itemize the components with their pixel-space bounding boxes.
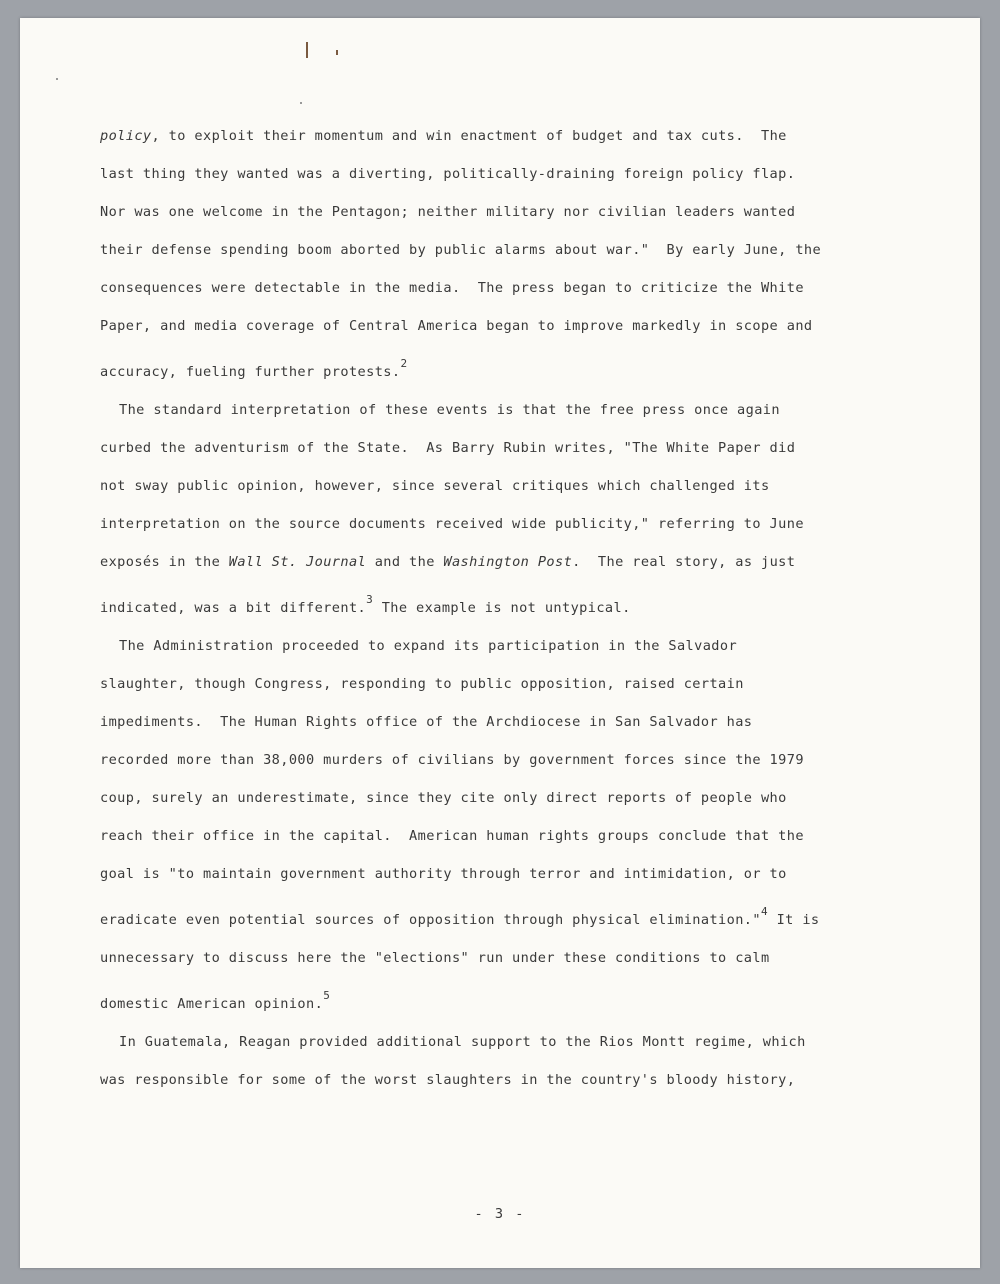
text-span: coup, surely an underestimate, since they cite only direct reports of people who bbox=[100, 790, 787, 806]
text-span: domestic American opinion. bbox=[100, 996, 324, 1012]
text-line bbox=[100, 514, 920, 552]
page-number: - 3 - bbox=[474, 1206, 526, 1222]
text-line bbox=[100, 788, 920, 826]
ink-mark bbox=[336, 50, 338, 55]
text-span: and the bbox=[366, 554, 444, 570]
text-span: In Guatemala, Reagan provided additional support to the Rios Montt regime, which bbox=[119, 1034, 806, 1050]
footnote-marker: 2 bbox=[400, 357, 408, 370]
text-span: It is bbox=[768, 912, 820, 928]
text-line bbox=[100, 864, 920, 902]
text-span: exposés in the bbox=[100, 554, 229, 570]
text-span: The Administration proceeded to expand its participation in the Salvador bbox=[119, 638, 738, 654]
text-line bbox=[100, 902, 920, 948]
text-span: . The real story, as just bbox=[572, 554, 796, 570]
text-line bbox=[100, 476, 920, 514]
ink-mark bbox=[306, 42, 308, 58]
ink-mark bbox=[300, 102, 302, 104]
text-span: their defense spending boom aborted by public alarms about war." By early June, the bbox=[100, 242, 822, 258]
text-line bbox=[100, 126, 920, 164]
text-span: slaughter, though Congress, responding to public opposition, raised certain bbox=[100, 676, 744, 692]
text-span: not sway public opinion, however, since several critiques which challenged its bbox=[100, 478, 770, 494]
text-line bbox=[100, 354, 920, 400]
document-page bbox=[20, 18, 980, 1268]
footnote-marker: 5 bbox=[323, 989, 331, 1002]
paragraph bbox=[100, 126, 920, 400]
text-span: accuracy, fueling further protests. bbox=[100, 364, 401, 380]
text-line bbox=[100, 400, 920, 438]
footnote-marker: 4 bbox=[760, 905, 769, 918]
text-line bbox=[100, 278, 920, 316]
text-line bbox=[100, 1070, 920, 1108]
text-line bbox=[100, 590, 920, 636]
text-line bbox=[100, 1032, 920, 1070]
text-line bbox=[100, 164, 920, 202]
text-line bbox=[100, 240, 920, 278]
text-line bbox=[100, 712, 920, 750]
body-text bbox=[100, 126, 920, 1108]
text-span: eradicate even potential sources of opposition through physical elimination." bbox=[100, 912, 761, 928]
text-span: The example is not untypical. bbox=[373, 600, 631, 616]
paragraph bbox=[100, 1032, 920, 1108]
text-span: Washington Post bbox=[443, 554, 573, 570]
text-span: was responsible for some of the worst slaughters in the country's bloody history, bbox=[100, 1072, 796, 1088]
text-line bbox=[100, 986, 920, 1032]
text-span: impediments. The Human Rights office of the Archdiocese in San Salvador has bbox=[100, 714, 753, 730]
text-line bbox=[100, 438, 920, 476]
ink-mark bbox=[56, 78, 58, 80]
text-line bbox=[100, 636, 920, 674]
text-span: indicated, was a bit different. bbox=[100, 600, 367, 616]
text-span: Wall St. Journal bbox=[228, 554, 367, 570]
text-line bbox=[100, 750, 920, 788]
text-line bbox=[100, 948, 920, 986]
text-span: policy bbox=[100, 128, 152, 144]
text-line bbox=[100, 674, 920, 712]
text-span: unnecessary to discuss here the "elections" run under these conditions to calm bbox=[100, 950, 770, 966]
text-line bbox=[100, 316, 920, 354]
text-span: Nor was one welcome in the Pentagon; neither military nor civilian leaders wanted bbox=[100, 204, 796, 220]
text-span: curbed the adventurism of the State. As Barry Rubin writes, "The White Paper did bbox=[100, 440, 796, 456]
text-span: goal is "to maintain government authority through terror and intimidation, or to bbox=[100, 866, 787, 882]
text-span: consequences were detectable in the media. The press began to criticize the White bbox=[100, 280, 804, 296]
text-span: , to exploit their momentum and win enactment of budget and tax cuts. The bbox=[151, 128, 787, 144]
paragraph bbox=[100, 400, 920, 636]
text-span: interpretation on the source documents received wide publicity," referring to June bbox=[100, 516, 804, 532]
paragraph bbox=[100, 636, 920, 1032]
text-line bbox=[100, 552, 920, 590]
text-span: Paper, and media coverage of Central America began to improve markedly in scope and bbox=[100, 318, 813, 334]
text-line bbox=[100, 202, 920, 240]
text-span: recorded more than 38,000 murders of civilians by government forces since the 1979 bbox=[100, 752, 804, 768]
text-span: The standard interpretation of these events is that the free press once again bbox=[119, 402, 780, 418]
footnote-marker: 3 bbox=[366, 593, 374, 606]
text-span: last thing they wanted was a diverting, politically-draining foreign policy flap. bbox=[100, 166, 796, 182]
text-span: reach their office in the capital. American human rights groups conclude that the bbox=[100, 828, 804, 844]
text-line bbox=[100, 826, 920, 864]
